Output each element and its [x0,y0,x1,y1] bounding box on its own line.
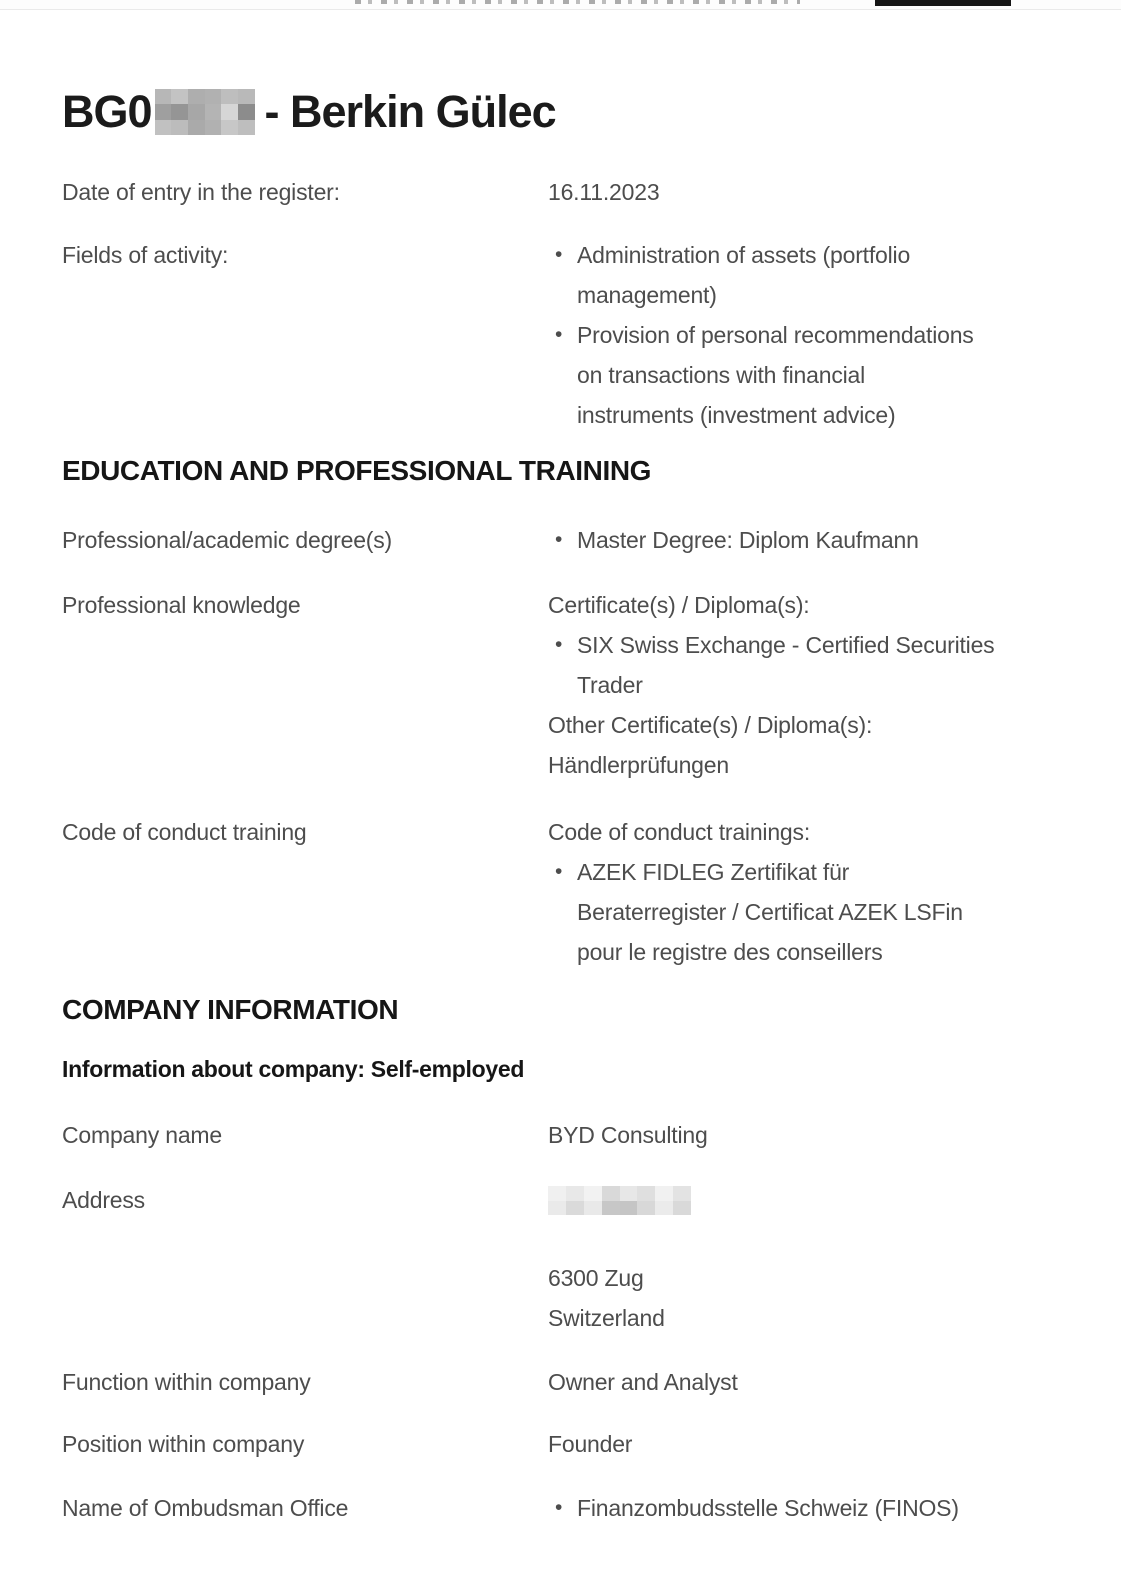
field-value: Founder [548,1431,633,1457]
list-item: • Master Degree: Diplom Kaufmann [548,520,1018,560]
bullet-icon: • [555,1496,563,1519]
row-address [0,1180,1121,1340]
field-label: Fields of activity: [62,242,229,268]
certificates-intro: Certificate(s) / Diploma(s): [548,592,810,618]
bullet-icon: • [555,633,563,656]
field-value: 16.11.2023 [548,179,660,205]
conduct-intro: Code of conduct trainings: [548,819,811,845]
field-value [548,520,1018,560]
redacted-id-block [155,89,255,135]
bullet-icon: • [555,528,563,551]
field-label: Position within company [62,1431,305,1457]
section-heading-company: COMPANY INFORMATION [62,994,399,1025]
field-value: BYD Consulting [548,1122,708,1148]
field-value [548,1488,1018,1528]
section-heading-education: EDUCATION AND PROFESSIONAL TRAINING [62,455,652,486]
field-label: Professional knowledge [62,592,301,618]
adviser-name: - Berkin Gülec [264,86,556,137]
cropped-black-bar [875,0,1011,6]
field-value: Owner and Analyst [548,1369,738,1395]
field-label: Company name [62,1122,222,1148]
field-value [548,1180,1018,1340]
field-label: Date of entry in the register: [62,179,340,205]
page-title [62,86,556,138]
list-item: • SIX Swiss Exchange - Certified Securities Trader [548,625,1018,705]
list-item: • Administration of assets (portfolio management) [548,235,1018,315]
address-country: Switzerland [548,1305,665,1331]
company-subheading: Information about company: Self-employed [62,1056,525,1082]
list-item: • Finanzombudsstelle Schweiz (FINOS) [548,1488,1018,1528]
field-label: Code of conduct training [62,819,307,845]
browser-chrome-cropped [0,0,1121,10]
field-label: Professional/academic degree(s) [62,527,393,553]
field-label: Function within company [62,1369,311,1395]
cropped-text-fragments [355,0,800,4]
address-city: 6300 Zug [548,1265,644,1291]
field-label: Address [62,1187,145,1213]
field-value [548,235,1018,435]
adviser-id-prefix: BG0 [62,86,152,137]
field-value [548,585,1018,785]
redacted-street-block [548,1186,691,1215]
bullet-icon: • [555,323,563,346]
bullet-icon: • [555,860,563,883]
other-certificates-label: Other Certificate(s) / Diploma(s): [548,712,873,738]
list-item: • Provision of personal recommendations on transactions with financial instruments (investment advice) [548,315,1018,435]
bullet-icon: • [555,243,563,266]
field-label: Name of Ombudsman Office [62,1495,349,1521]
other-certificates-value: Händlerprüfungen [548,752,729,778]
list-item: • AZEK FIDLEG Zertifikat für Beraterregister / Certificat AZEK LSFin pour le registre des conseillers [548,852,1018,972]
field-value [548,812,1018,972]
